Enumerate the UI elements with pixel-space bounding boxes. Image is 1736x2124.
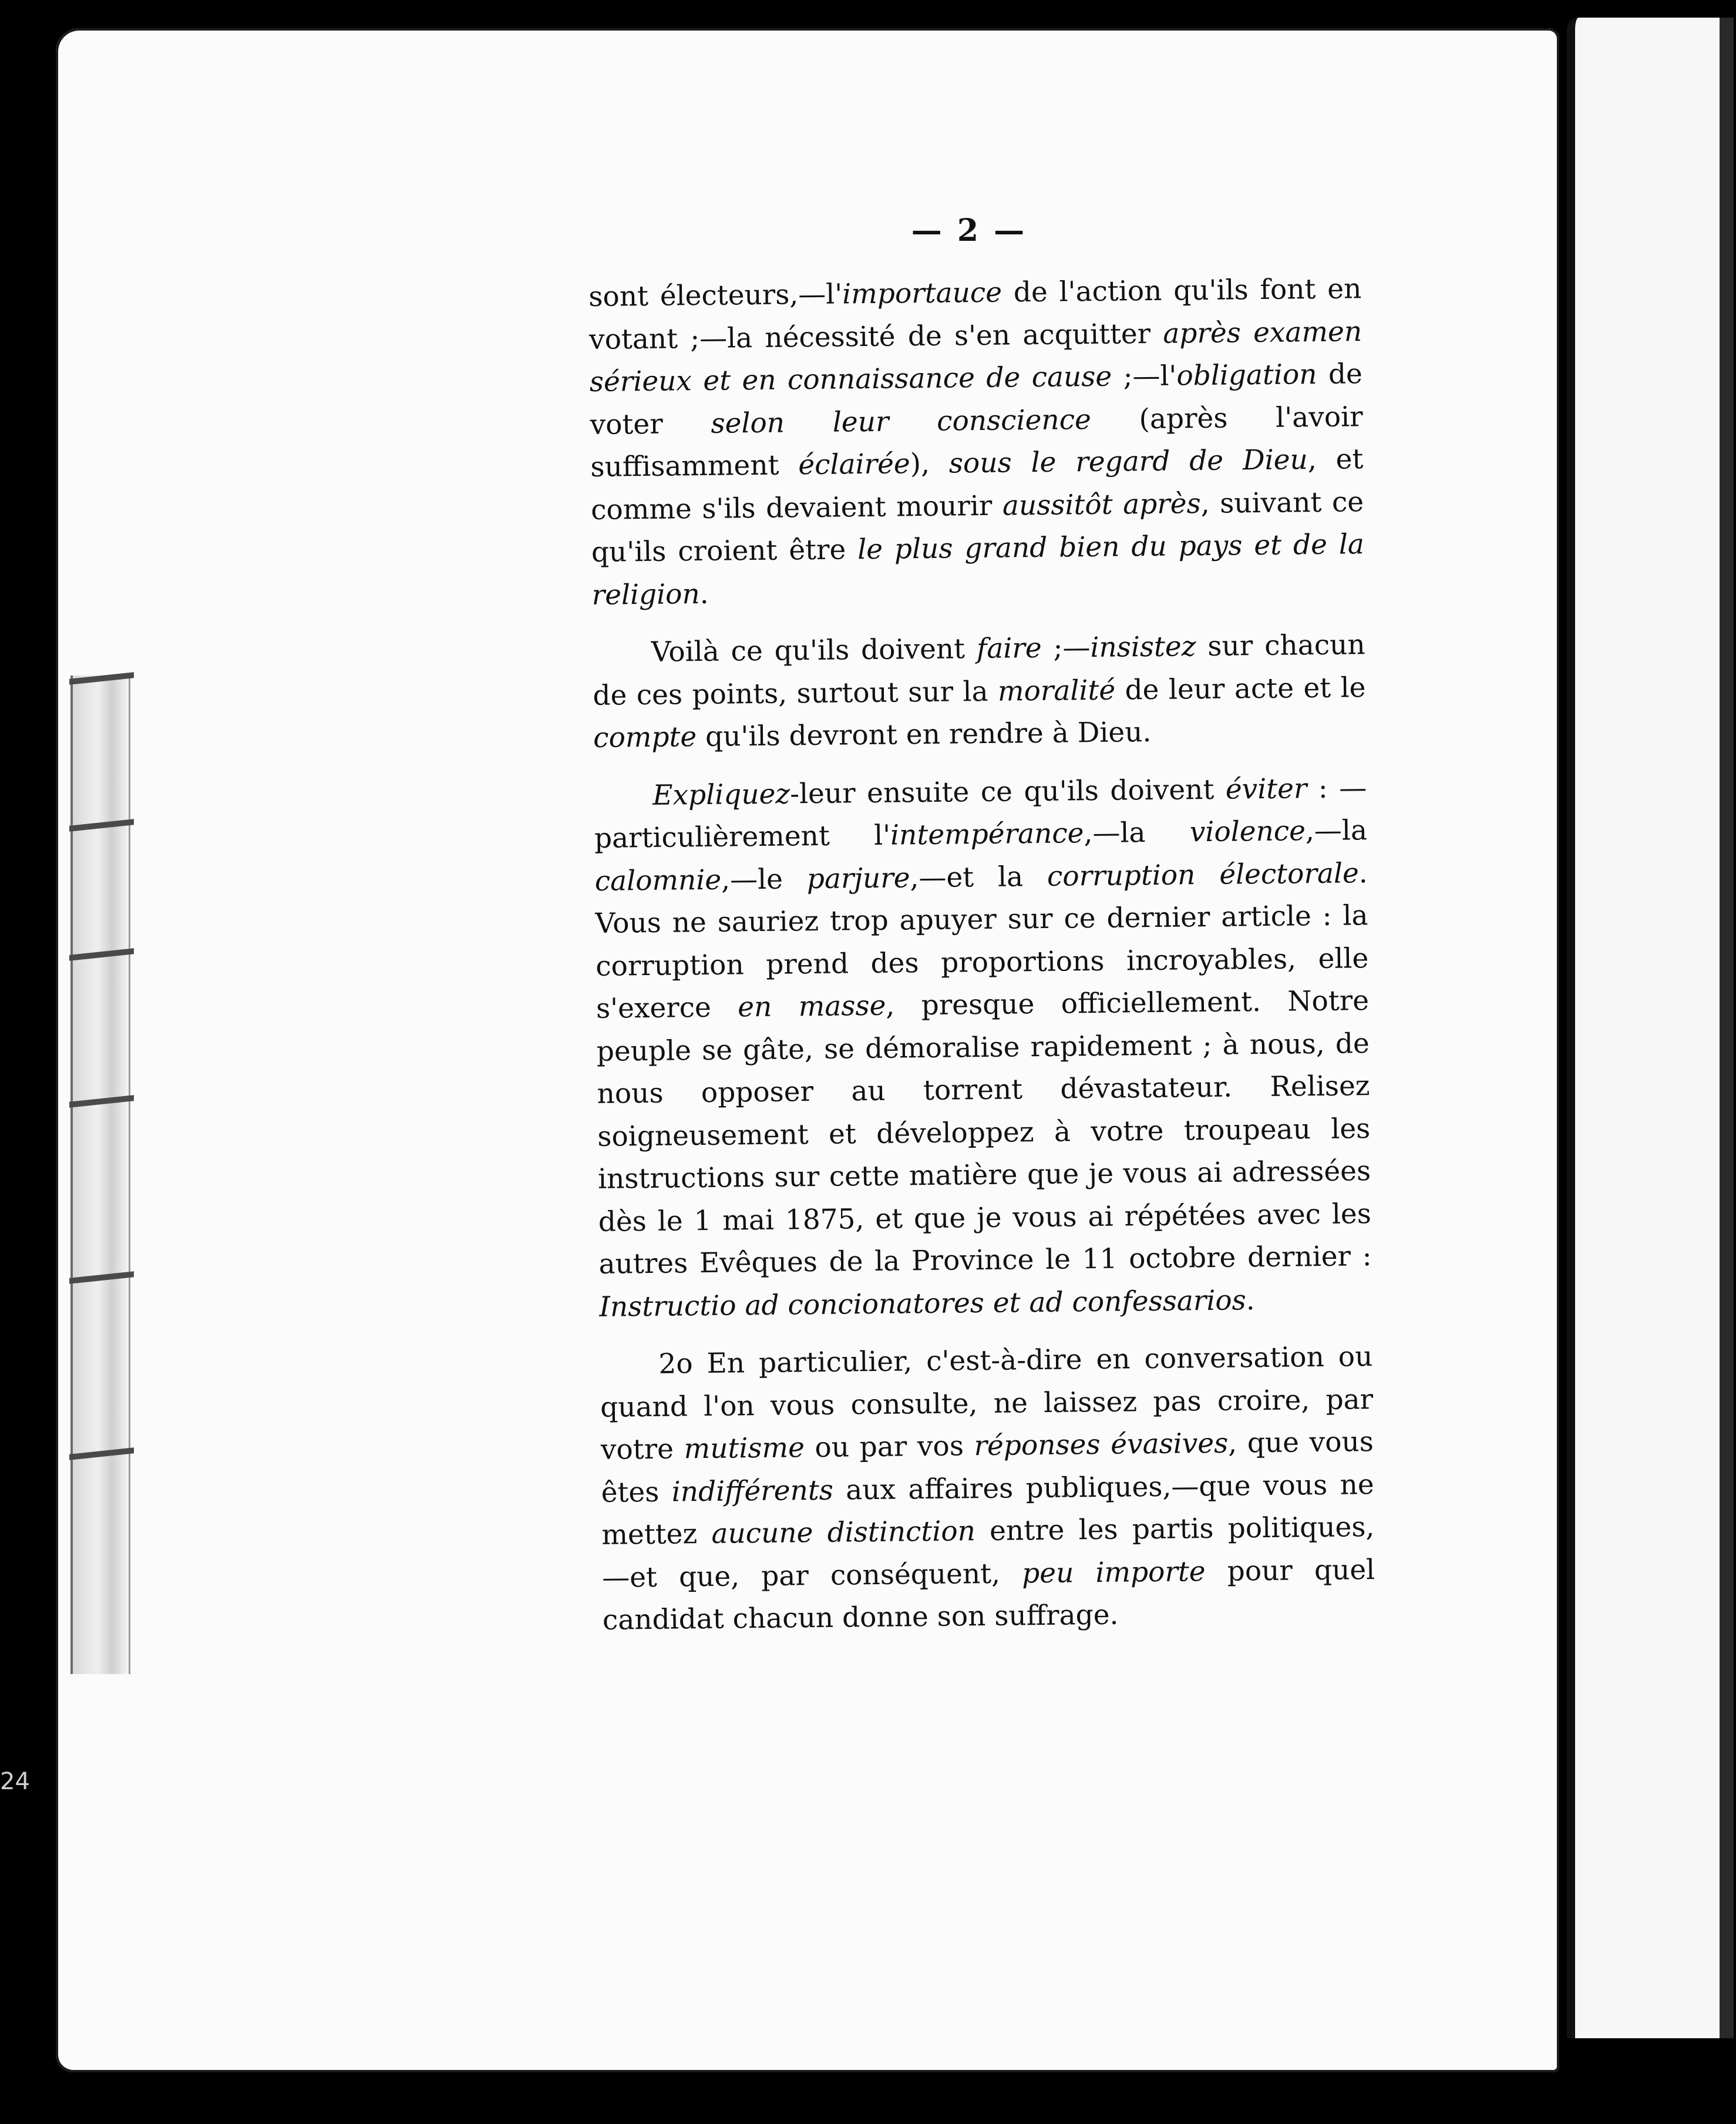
text-run: , suivant ce qu'ils croient être [591,485,1364,569]
text-run: pour quel candidat chacun donne son suffrage. [602,1553,1375,1636]
text-run: ;—l' [1111,359,1177,393]
paragraph [594,767,1372,1329]
body-text [588,268,1376,1657]
italic-text: Expliquez [652,777,790,812]
paragraph [592,624,1366,759]
italic-text: peu importe [1021,1555,1206,1589]
text-run: , presque officiellement. Notre peuple se gâte, se démoralise rapidement ; à nous, de nous opposer au torrent dévastateur. Relisez soigneusement et développez à votre troupeau les instructions sur cette matière que je vous ai adressées dès le 1 mai 1875, et que je vous ai répétées avec les autres Evêques de la Province le 11 octobre dernier : [596,984,1372,1281]
italic-text: moralité [997,674,1116,708]
binding-tear-mark [69,819,134,832]
binding-tear-mark [69,1095,134,1108]
torn-binding-strip [70,675,130,1674]
page-number: — 2 — [911,213,1027,248]
text-run: Voilà ce qu'ils doivent [651,633,977,668]
italic-text: selon leur conscience [711,403,1092,440]
italic-text: obligation [1176,358,1317,392]
italic-text: faire [976,631,1042,666]
text-run: de voter [590,358,1363,441]
text-run: , que vous êtes [601,1426,1374,1509]
italic-text: importauce [842,276,1002,311]
italic-text: le plus grand bien du pays et de la religion [591,528,1365,611]
margin-mark: 24 [0,1768,30,1795]
text-run: , et comme s'ils devaient mourir [590,443,1364,526]
text-run: -leur ensuite ce qu'ils doivent [789,773,1226,810]
paragraph [588,268,1365,617]
italic-text: Instructio ad concionatores et ad confessarios [599,1283,1247,1323]
text-run: ;— [1041,631,1091,664]
text-run: de l'action qu'ils font en votant ;—la nécessité de s'en acquitter [588,273,1362,356]
text-run: ), [910,447,950,480]
text-run: ,—le [721,862,808,896]
text-run: sont électeurs,—l' [588,278,843,313]
italic-text: parjure [806,861,910,895]
italic-text: sous le regard de Dieu [948,443,1308,480]
text-run: qu'ils devront en rendre à Dieu. [696,716,1152,754]
binding-tear-mark [69,948,134,961]
text-run: . Vous ne sauriez trop apuyer sur ce dernier article : la corruption prend des proportions incroyables, elle s'exerce [595,856,1369,1025]
italic-text: mutisme [684,1431,805,1466]
text-run: de leur acte et le [1115,671,1366,707]
text-run: ,—la [1305,814,1368,848]
paragraph [600,1336,1375,1642]
italic-text: aucune distinction [711,1515,976,1550]
italic-text: violence [1189,815,1306,849]
text-run: : —particulièrement l' [594,771,1367,855]
text-run: entre les partis politiques, —et que, par conséquent, [601,1511,1375,1594]
next-page-shadow [1720,18,1734,2038]
text-run: ,—et la [910,860,1048,894]
italic-text: en masse [737,989,886,1024]
italic-text: éclairée [798,448,910,482]
text-run: ,—la [1084,816,1190,850]
text-run: . [1246,1283,1255,1316]
italic-text: après examen sérieux et en connaissance de cause [589,315,1362,398]
next-page-edge [1567,18,1734,2038]
binding-tear-mark [69,1447,134,1460]
text-run: ou par vos [804,1430,974,1464]
italic-text: éviter [1225,772,1307,806]
text-run: aux affaires publiques,—que vous ne mettez [601,1468,1374,1551]
italic-text: insistez [1090,630,1196,664]
italic-text: calomnie [594,863,722,898]
binding-tear-mark [69,1271,134,1284]
text-run: 2o En particulier, c'est-à-dire en conversation ou quand l'on vous consulte, ne laissez pas croire, par votre [600,1340,1374,1466]
italic-text: indifférents [671,1474,834,1508]
italic-text: compte [593,721,697,754]
italic-text: aussitôt après [1002,487,1201,522]
italic-text: corruption électorale [1047,856,1360,893]
text-run: (après l'avoir suffisamment [590,400,1363,483]
italic-text: réponses évasives [974,1427,1229,1463]
italic-text: intempérance [890,817,1084,852]
text-run: . [699,577,709,610]
text-run: sur chacun de ces points, surtout sur la [593,629,1365,712]
